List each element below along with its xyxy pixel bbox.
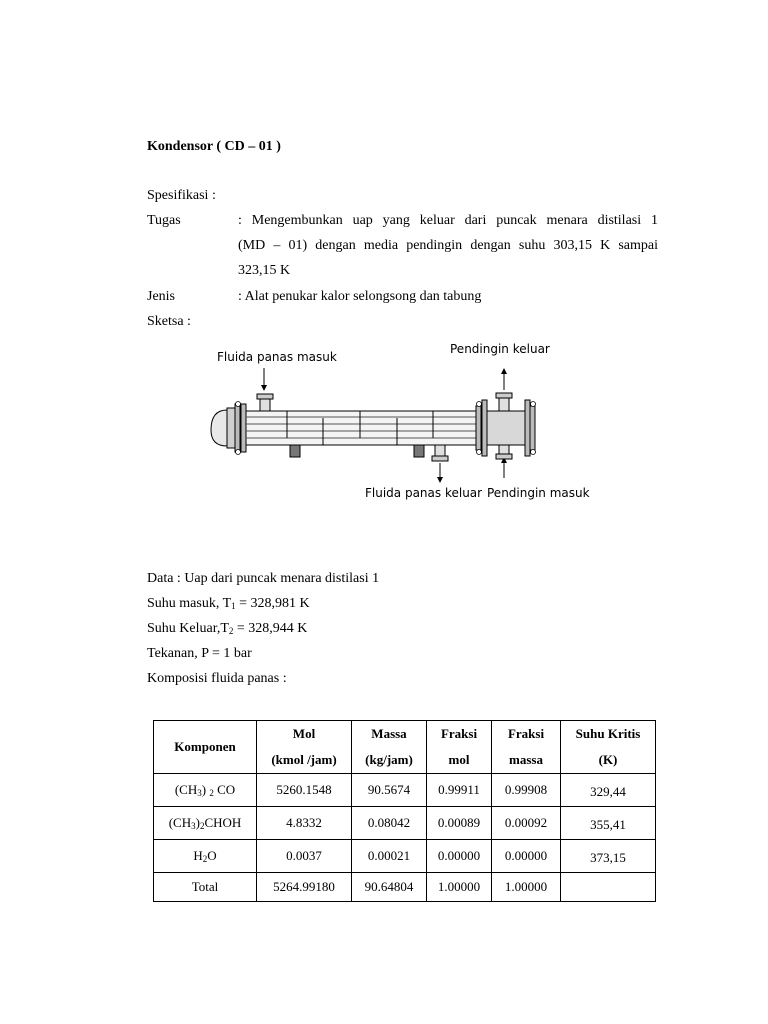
cell-suhu-kritis: 355,41 xyxy=(561,807,656,840)
cell-komponen xyxy=(154,840,257,873)
cell-mol: 5260.1548 xyxy=(257,774,352,807)
heat-exchanger-sketch xyxy=(205,338,595,508)
header-fraksi-mol xyxy=(427,721,492,774)
label-hot-out: Fluida panas keluar xyxy=(365,486,483,500)
header-suhu-kritis xyxy=(561,721,656,774)
cell-komponen: Total xyxy=(154,873,257,902)
cell-mol: 4.8332 xyxy=(257,807,352,840)
formula-part: CO xyxy=(213,782,236,797)
formula-part: H xyxy=(193,848,203,863)
cell-mol: 0.0037 xyxy=(257,840,352,873)
suhu-masuk-sub: 1 xyxy=(231,601,236,611)
komposisi-line: Komposisi fluida panas : xyxy=(147,671,287,686)
cell-fraksi-mol: 0.00000 xyxy=(427,840,492,873)
formula-sub: 2 xyxy=(209,788,214,798)
cell-massa: 0.00021 xyxy=(352,840,427,873)
spec-label: Spesifikasi : xyxy=(147,188,216,203)
table-row xyxy=(154,807,656,840)
header-fraksi-massa-line2: massa xyxy=(509,752,543,767)
header-massa-line1: Massa xyxy=(371,726,407,741)
tugas-label: Tugas xyxy=(147,213,181,228)
cell-massa: 90.5674 xyxy=(352,774,427,807)
tekanan-line: Tekanan, P = 1 bar xyxy=(147,646,252,661)
label-cool-out: Pendingin keluar xyxy=(450,342,550,356)
tugas-line-3: 323,15 K xyxy=(238,263,291,278)
suhu-keluar-line xyxy=(147,621,307,637)
suhu-masuk-value: = 328,981 K xyxy=(235,596,310,611)
section-heading: Kondensor ( CD – 01 ) xyxy=(147,139,281,154)
suhu-keluar-value: = 328,944 K xyxy=(233,621,308,636)
header-fraksi-massa xyxy=(492,721,561,774)
cell-komponen xyxy=(154,774,257,807)
formula-part: ) xyxy=(195,815,200,830)
cell-mol: 5264.99180 xyxy=(257,873,352,902)
formula-part: CHOH xyxy=(204,815,242,830)
cell-fraksi-massa: 1.00000 xyxy=(492,873,561,902)
header-fraksi-mol-line2: mol xyxy=(448,752,470,767)
header-fraksi-massa-line1: Fraksi xyxy=(507,726,545,741)
header-suhu-line1: Suhu Kritis xyxy=(575,726,641,741)
header-mol xyxy=(257,721,352,774)
header-massa xyxy=(352,721,427,774)
cell-massa: 0.08042 xyxy=(352,807,427,840)
shell-body-icon xyxy=(246,411,476,445)
table-row xyxy=(154,840,656,873)
left-head-icon xyxy=(211,410,227,446)
header-suhu-line2: (K) xyxy=(598,752,618,767)
header-massa-line2: (kg/jam) xyxy=(365,752,413,767)
header-komponen: Komponen xyxy=(154,721,257,774)
label-hot-in: Fluida panas masuk xyxy=(217,350,337,364)
composition-table xyxy=(153,720,656,902)
tugas-line-2: (MD – 01) dengan media pendingin dengan suhu 303,15 K sampai xyxy=(238,238,658,253)
channel-head-icon xyxy=(487,411,525,445)
jenis-label: Jenis xyxy=(147,289,175,304)
cell-fraksi-massa: 0.99908 xyxy=(492,774,561,807)
formula-part: (CH xyxy=(174,782,198,797)
table-header-row xyxy=(154,721,656,774)
cell-fraksi-massa: 0.00092 xyxy=(492,807,561,840)
cell-suhu-kritis: 329,44 xyxy=(561,774,656,807)
cell-fraksi-mol: 1.00000 xyxy=(427,873,492,902)
suhu-masuk-prefix: Suhu masuk, T xyxy=(147,596,232,611)
formula-sub: 3 xyxy=(191,821,196,831)
sketsa-label: Sketsa : xyxy=(147,314,191,329)
jenis-value: : Alat penukar kalor selongsong dan tabung xyxy=(238,289,482,304)
formula-part: ) xyxy=(201,782,210,797)
formula-sub: 2 xyxy=(202,854,208,864)
formula-part: (CH xyxy=(168,815,192,830)
cell-fraksi-mol: 0.00089 xyxy=(427,807,492,840)
tugas-line-1: : Mengembunkan uap yang keluar dari puncak menara distilasi 1 xyxy=(238,213,658,228)
suhu-keluar-prefix: Suhu Keluar,T xyxy=(147,621,229,636)
header-mol-line2: (kmol /jam) xyxy=(271,752,337,767)
cell-fraksi-mol: 0.99911 xyxy=(427,774,492,807)
cell-fraksi-massa: 0.00000 xyxy=(492,840,561,873)
label-cool-in: Pendingin masuk xyxy=(487,486,590,500)
table-row xyxy=(154,873,656,902)
cell-suhu-kritis: 373,15 xyxy=(561,840,656,873)
table-row xyxy=(154,774,656,807)
exchanger-drawing xyxy=(205,338,595,483)
header-fraksi-mol-line1: Fraksi xyxy=(440,726,478,741)
cell-komponen xyxy=(154,807,257,840)
cell-suhu-kritis xyxy=(561,873,656,902)
formula-sub: 2 xyxy=(199,821,205,831)
header-mol-line1: Mol xyxy=(292,726,316,741)
tugas-description xyxy=(238,208,658,283)
support-left-icon xyxy=(290,445,300,457)
support-right-icon xyxy=(414,445,424,457)
formula-part: O xyxy=(207,848,217,863)
formula-sub: 3 xyxy=(197,788,202,798)
suhu-keluar-sub: 2 xyxy=(228,626,234,636)
cell-massa: 90.64804 xyxy=(352,873,427,902)
suhu-masuk-line xyxy=(147,596,310,612)
data-line: Data : Uap dari puncak menara distilasi 1 xyxy=(147,571,380,586)
